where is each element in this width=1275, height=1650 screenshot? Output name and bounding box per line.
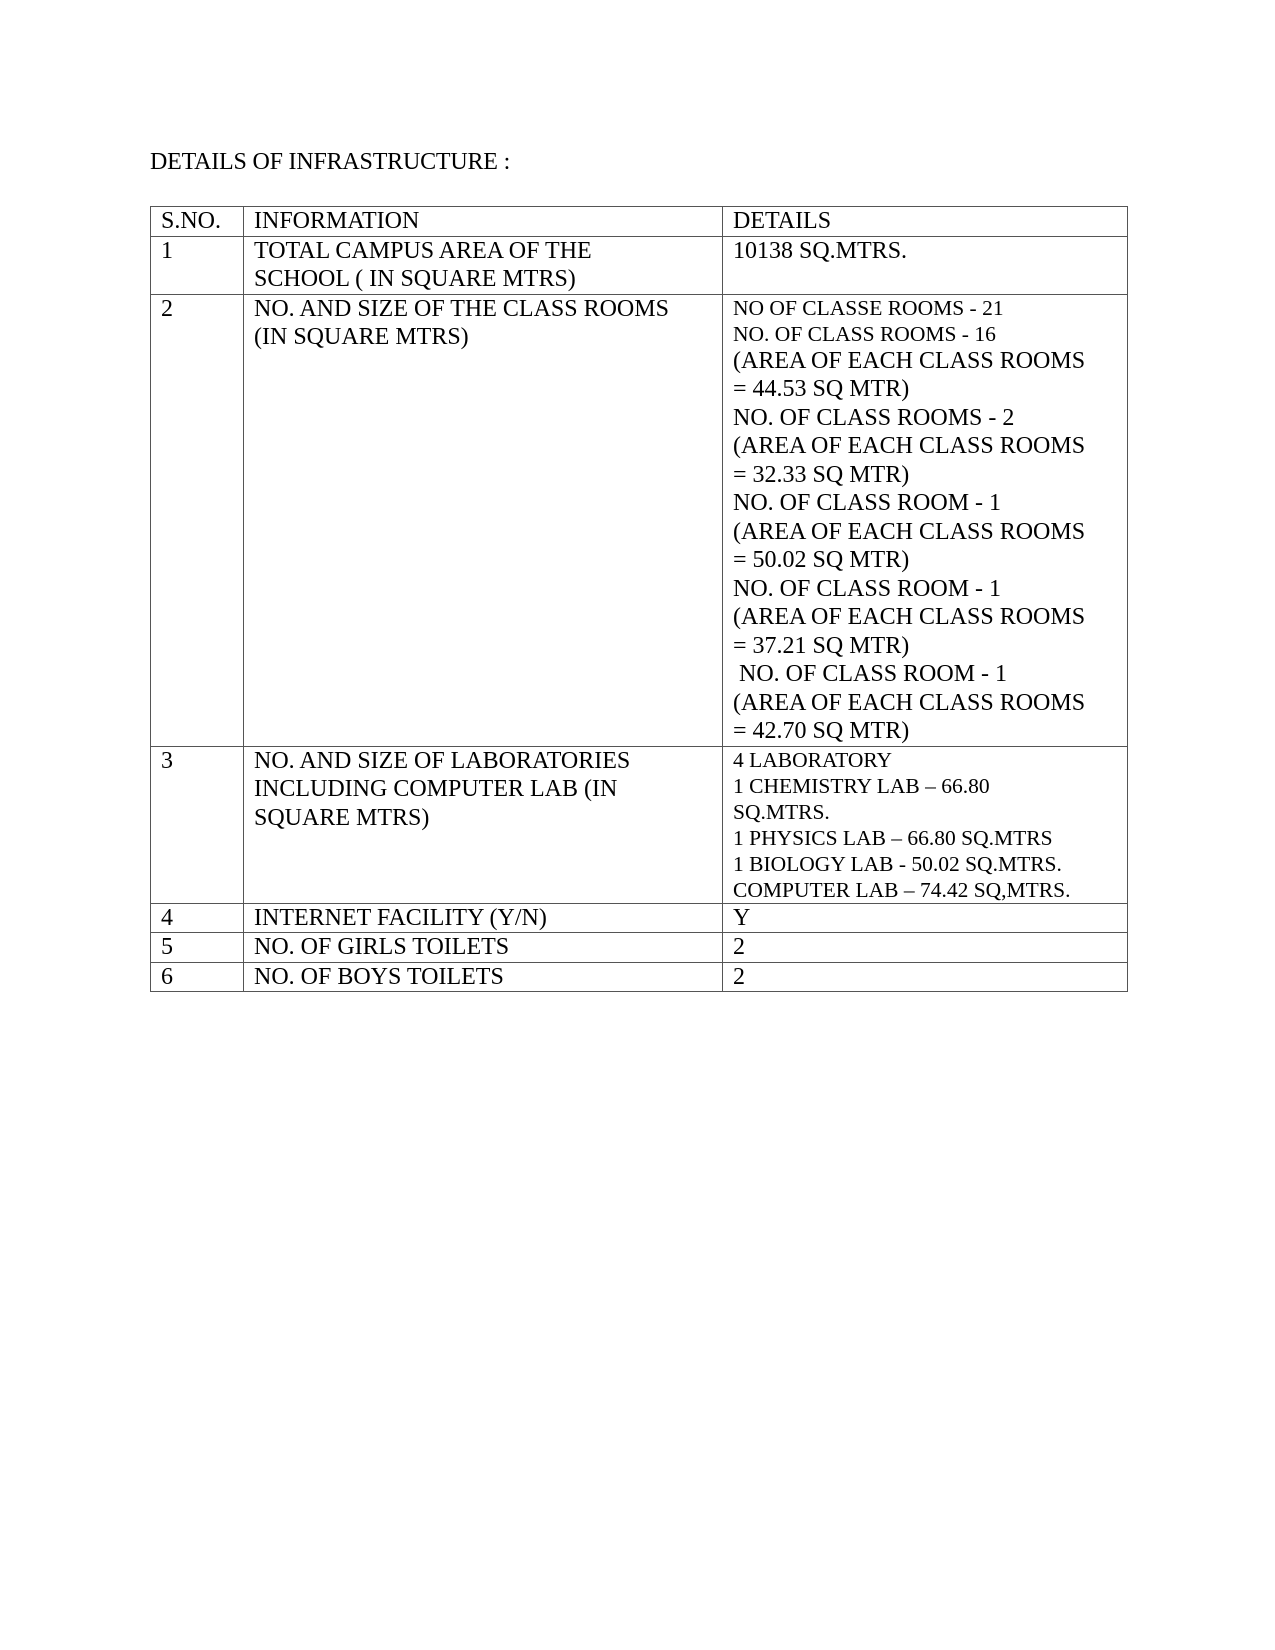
details-line: = 42.70 SQ MTR) <box>733 718 910 744</box>
details-line: NO. OF CLASS ROOMS - 2 <box>733 404 1015 431</box>
details-line: (AREA OF EACH CLASS ROOMS <box>733 347 1086 374</box>
row-sno: 4 <box>151 903 244 933</box>
row-sno: 6 <box>151 962 244 992</box>
table-row <box>151 236 1128 294</box>
row-details: 2 <box>723 962 1128 992</box>
row-information <box>244 746 723 903</box>
information-line: NO. AND SIZE OF THE CLASS ROOMS <box>254 295 669 322</box>
row-details <box>723 746 1128 903</box>
row-information: NO. OF BOYS TOILETS <box>244 962 723 992</box>
details-line: 1 BIOLOGY LAB - 50.02 SQ.MTRS. <box>733 851 1062 876</box>
information-line: SCHOOL ( IN SQUARE MTRS) <box>254 266 576 292</box>
row-information <box>244 236 723 294</box>
details-line: NO. OF CLASS ROOM - 1 <box>739 661 1008 687</box>
details-line: SQ.MTRS. <box>733 799 830 824</box>
details-line: NO. OF CLASS ROOMS - 16 <box>733 321 996 346</box>
information-line: (IN SQUARE MTRS) <box>254 324 469 350</box>
table-row <box>151 933 1128 963</box>
details-line: = 32.33 SQ MTR) <box>733 461 910 488</box>
details-line: (AREA OF EACH CLASS ROOMS <box>733 518 1086 545</box>
row-sno: 2 <box>151 294 244 746</box>
row-sno: 3 <box>151 746 244 903</box>
page-title: DETAILS OF INFRASTRUCTURE : <box>150 149 511 175</box>
row-information: NO. OF GIRLS TOILETS <box>244 933 723 963</box>
row-details <box>723 236 1128 294</box>
row-sno: 5 <box>151 933 244 963</box>
row-details: Y <box>723 903 1128 933</box>
details-line: NO. OF CLASS ROOM - 1 <box>733 490 1002 516</box>
details-line: COMPUTER LAB – 74.42 SQ,MTRS. <box>733 877 1071 902</box>
information-line: INCLUDING COMPUTER LAB (IN <box>254 776 618 802</box>
row-details <box>723 294 1128 746</box>
details-line: (AREA OF EACH CLASS ROOMS <box>733 604 1086 630</box>
row-information: INTERNET FACILITY (Y/N) <box>244 903 723 933</box>
details-line: 10138 SQ.MTRS. <box>733 237 908 264</box>
table-row <box>151 903 1128 933</box>
row-information <box>244 294 723 746</box>
details-line: NO. OF CLASS ROOM - 1 <box>733 575 1002 602</box>
information-line: TOTAL CAMPUS AREA OF THE <box>254 237 592 264</box>
details-line: (AREA OF EACH CLASS ROOMS <box>733 689 1086 716</box>
details-line: (AREA OF EACH CLASS ROOMS <box>733 433 1086 459</box>
information-line: SQUARE MTRS) <box>254 804 430 831</box>
header-information: INFORMATION <box>244 207 723 237</box>
header-details: DETAILS <box>723 207 1128 237</box>
details-line: = 44.53 SQ MTR) <box>733 376 910 402</box>
row-details: 2 <box>723 933 1128 963</box>
row-sno: 1 <box>151 236 244 294</box>
details-line: = 37.21 SQ MTR) <box>733 632 910 659</box>
details-line: 4 LABORATORY <box>733 747 893 772</box>
table-row <box>151 746 1128 903</box>
details-line: NO OF CLASSE ROOMS - 21 <box>733 295 1004 320</box>
details-line: 1 CHEMISTRY LAB – 66.80 <box>733 773 990 798</box>
details-line: = 50.02 SQ MTR) <box>733 547 910 573</box>
infrastructure-table <box>150 206 1128 992</box>
header-sno: S.NO. <box>151 207 244 237</box>
table-row <box>151 294 1128 746</box>
table-header-row <box>151 207 1128 237</box>
information-line: NO. AND SIZE OF LABORATORIES <box>254 747 631 774</box>
table-row <box>151 962 1128 992</box>
details-line: 1 PHYSICS LAB – 66.80 SQ.MTRS <box>733 825 1053 850</box>
